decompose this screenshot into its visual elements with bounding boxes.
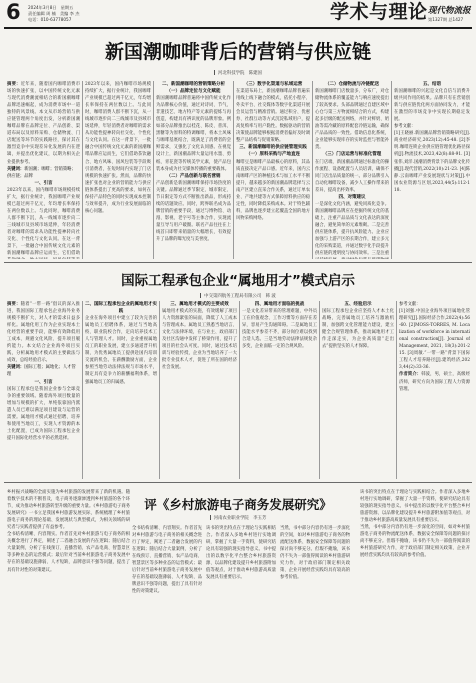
- article3-body-text: 该书的突出特点在于理论与实践相结合。作者深入多地乡村进行实地调研，掌握了大量一手资料，使研究结论具有较强的现实指导意义。书中提出的以数字化平台整合乡村旅游资源、以品牌化建设提升乡村旅游附加值等观点，对于推动乡村旅游高质量发展具有重要启示。: [206, 526, 276, 581]
- byline-bar: [200, 293, 201, 298]
- article3-col-2: [132, 525, 202, 679]
- article2-intro-heading: 一、引言: [34, 379, 53, 385]
- article1-col-6: [394, 81, 470, 259]
- article2-intro: 国际工程承包是我国企业参与全球竞争的重要领域。随着海外项目数量的增加与规模的扩大，单纯依靠国内派遣人员已难以满足项目建设与运营的需要。属地用才模式通过招聘、培养和使用当地员工，实现人才资源的本土化配置，已成为国际工程承包企业提升国际化经营水平的必然选择。: [7, 386, 80, 441]
- article1-intro: 2023年以来，国内咖啡市场规模持续扩大，据行业统计，我国咖啡产业规模已超过两千亿元，年均增长率保持在两位数以上。与此同时，咖啡消费人群不断下沉，从一线城市逐步向二三线城市及县域市场延伸，年轻消费者对咖啡的需求从功能性提神转向社交化、个性化与文化认同。在这一背景下，一批融合中国传统文化元素的新国潮咖啡品牌应运而生，它们借助: [7, 187, 80, 257]
- article3-col-5: [360, 489, 470, 679]
- article1-col-5: [315, 81, 389, 259]
- newspaper-logo: 现代物流报: [428, 6, 471, 16]
- article2-col-4: [242, 301, 317, 479]
- article3-body-text: 当然，书中部分内容仍有进一步深化的空间，如对乡村旅游电子商务的物流配送体系、数据安全保障等问题的探讨尚不够充分。但瑕不掩瑜，该书仍不失为一部值得阅读的乡村旅游研究力作，对于政府部门制定相关政策、企业开展经营实践均具有较高的参考价值。: [280, 526, 350, 581]
- article3-body-text: 全书结构清晰、内容翔实。作者首先对乡村旅游与电子商务的相关概念进行了界定，阐述了二者融合发展的内在逻辑；随后结合大量案例，分析了在线预订、直播营销、农产品电商、智慧景区等多种业态的运营模式；最后针对当前乡村旅游电子商务发展中存在的基础设施薄弱、人才短缺、品牌意识不强等问题，提出了具有针对性的对策建议。: [132, 526, 202, 595]
- article2-col-2: [85, 301, 157, 479]
- masthead-meta: [28, 5, 79, 23]
- article1-col-2: [85, 81, 151, 259]
- article1-body-text: 在渠道布局上，新国潮咖啡品牌普遍采用线上线下融合的模式，依托小程序、外卖平台、社交媒体等数字化渠道开展会员运营与精准营销。通过积分、优惠券、社群互动等方式沉淀私域用户，提高复购率与用户黏性。数据驱动的营销决策使品牌能够根据消费者偏好及时调整产品结构与促销策略。: [236, 89, 310, 144]
- article3-col-1: [7, 489, 130, 679]
- column-divider: [82, 81, 83, 259]
- article-separator: [4, 262, 472, 263]
- article1-col-4: [236, 81, 310, 259]
- article1-section3-heading: 三、新国潮咖啡的供应链管理实践: [239, 145, 307, 151]
- article2-headline: 国际工程承包企业“属地用才”模式启示: [121, 273, 355, 289]
- article3-col-3: [206, 525, 276, 679]
- article2-section2-heading: 二、国际工程承包企业的属地用才实践: [85, 302, 157, 315]
- article2-col-1: [7, 301, 80, 479]
- article2-section5-heading: 五、经验启示: [344, 302, 372, 307]
- article1-subheading: （二）产品创新与联名营销: [166, 173, 221, 179]
- article1-references-label: 参考文献：: [394, 124, 416, 130]
- article1-subheading: （一）原料采购与产地直连: [246, 152, 300, 158]
- article1-body-text: 一是深化文化内涵，避免同质化竞争。新国潮咖啡品牌应在挖掘传统文化的基础上，注重产品品质与文化表达的深度融合，避免简单的元素堆砌。二是完善供应链体系，提升抗风险能力。企业应加强与上游产区的长期合作，建立多元化的采购渠道，并通过数字化手段提升供应链的透明度与协同效率。三是注重: [315, 201, 389, 257]
- masthead-rule: [4, 27, 472, 29]
- article1-intro-heading: 一、引言: [34, 180, 53, 186]
- article1-col-1: [7, 81, 80, 259]
- article3-headline: 评《乡村旅游电子商务发展研究》: [144, 497, 332, 512]
- article2-byline: [0, 293, 476, 299]
- article1-section4-heading: 四、对策建议: [338, 194, 366, 200]
- article2-col-5: [322, 301, 394, 479]
- column-divider: [239, 301, 240, 479]
- issue-date: 2024年3月8日 星期五: [28, 5, 74, 10]
- article1-body-text: 2023年以来，国内咖啡市场规模持续扩大，据行业统计，我国咖啡产业规模已超过两千亿元，年均增长率保持在两位数以上。与此同时，咖啡消费人群不断下沉，从一线城市逐步向二三线城市及县域市场延伸，年轻消费者对咖啡的需求从功能性提神转向社交化、个性化与文化认同。在这一背景下，一批融合中国传统文化元素的新国潮咖啡品牌应运而生，它们借助茶饮融合、地方风味、国风包装等手段吸引消费者，在短时间内实现了门店规模的快速扩张。然而，品牌的快速扩张也对企业的营销能力与供应链体系提出了更高的要求，如何在保持产品特色的同时实现成本控制与效率提升，成为行业发展面临的核心问题。: [85, 82, 151, 214]
- article2-col-6: [399, 301, 470, 479]
- article1-body-text: 新国潮咖啡品牌普遍将中国传统文化作为品牌核心价值，通过对诗词、节气、非遗技艺、地方特产等元素的提炼与再创造，构建具有辨识度的品牌形象。例如部分品牌推出以桂花、陈皮、普洱、黑糖等为原料的特调咖啡，将本土风味与咖啡基底结合，既满足了消费者的尝鲜需求，又强化了文化认同感。在视觉设计上，新国潮品牌大量运用水墨、剪纸、青花瓷等传统美学元素，使产品包装本身成为社交媒体传播的重要载体。: [156, 96, 231, 172]
- article2-references: [1]刘强.中国企业海外项目属地化管理研究[J].国际经济合作,2022(4):56-60. [2]MOSS-TORRES, M. Localization of workforce in international construction[J]. Journal of Management, 2021, 18(3):201-215. [3]周敏.“一带一路”背景下国际工程人才培养路径[J].建筑经济,2023,44(2):33-36.: [399, 309, 470, 371]
- article1-author: 河北科技学院 陈建国: [218, 71, 262, 76]
- article1-references: [1]王晓丽.新国潮品牌营销策略研究[J].商业经济研究,2023(12):45-48. [2]李明.咖啡连锁企业供应链管理优化路径探析[J].物流技术,2023,42(8):88-91. [3]张伟,刘洋.国潮消费背景下的品牌文化传播[J].现代营销,2022(10):21-23. [4]陈静.云南咖啡产业发展现状与对策[J].中国农业资源与区划,2023,44(5):112-118.: [394, 131, 470, 193]
- article1-abstract: 摘要：近年来，随着国内咖啡消费市场的快速扩张，以中国传统文化元素与现代消费潮流相结合的新国潮咖啡品牌迅速崛起，成为消费市场中一道独特的风景线。本文从市场营销与供应链管理两个角度出发，分析新国潮咖啡品牌在品牌定位、产品创新、渠道布局以及原料采购、仓储物流、门店配送等环节的实践路径，探讨其在激烈竞争中实现差异化发展的内在逻辑，并提出优化建议，以期为相关企业提供参考。: [7, 82, 80, 165]
- article2-references-label: 参考文献：: [399, 302, 421, 307]
- column-divider: [82, 301, 83, 479]
- article3-author: 河南农业职业学院 李玉芳: [213, 516, 267, 521]
- article1-subheading: （一）品牌定位与文化赋能: [166, 89, 221, 95]
- article1-conclusion: 新国潮咖啡的兴起是文化自信与消费升级共同作用的结果。品牌只有在营销创新与供应链优化两方面协同发力，才能在激烈的市场竞争中实现长期稳定发展。: [394, 89, 470, 123]
- article3-body-text: 乡村振兴战略的全面实施为乡村旅游的发展带来了新的机遇。随着数字技术的不断普及，电子商务逐渐渗透到乡村旅游的各个环节，成为推动乡村旅游转型升级的重要力量。《乡村旅游电子商务发展研究》一书立足我国乡村旅游发展实际，系统梳理了乡村旅游电子商务的理论基础、发展现状与典型模式，为相关领域的研究者与实践者提供了有益参考。: [7, 490, 130, 531]
- article2-keywords: 关键词：国际工程；属地化；人才管理: [7, 365, 76, 378]
- byline-bar: [210, 515, 211, 520]
- article2-body-text: 属地用才模式的实施，有效缓解了项目人力资源紧张的局面，降低了人工成本与管理成本。属地员工熟悉当地语言、文化与法律环境，在与业主、政府部门及社区沟通中发挥了桥梁作用，提升了项目的社会认可度。同时，通过技术培训与经验传授，企业为当地培养了一大批专业技术人才，促进了所在国的经济社会发展。: [162, 309, 237, 371]
- article2-author-bio: 作者简介：韩波，男，硕士，高级经济师，研究方向为国际工程人力资源管理。: [399, 372, 470, 392]
- article1-section2-heading: 二、新国潮咖啡的营销策略分析: [162, 82, 225, 87]
- article1-byline: [0, 70, 476, 76]
- column-divider: [153, 81, 154, 259]
- article2-col-3: [162, 301, 237, 479]
- article3-col-4: [280, 525, 350, 679]
- column-divider: [312, 81, 313, 259]
- article2-section3-heading: 三、属地用才模式的主要成效: [170, 302, 229, 307]
- article1-subheading: （三）数字化渠道与私域运营: [243, 82, 303, 87]
- column-divider: [319, 301, 320, 479]
- article3-body-text: 当然，书中部分内容仍有进一步深化的空间，如对乡村旅游电子商务的物流配送体系、数据安全保障等问题的探讨尚不够充分。但瑕不掩瑜，该书仍不失为一部值得阅读的乡村旅游研究力作，对于政府部门制定相关政策、企业开展经营实践均具有较高的参考价值。: [360, 525, 470, 559]
- article2-body-text: 一是文化差异带来的管理难题，中外员工在价值观念、工作习惯等方面存在差异，容易产生沟通障碍。二是属地员工技能水平参差不齐，部分岗位难以找到合适人选。三是当地劳动法律法规复杂多变，企业面临一定的合规风险。: [242, 309, 317, 350]
- contact-phone: 电话：010-63778057: [28, 17, 72, 22]
- article2-abstract: 摘要：随着“一带一路”倡议的深入推进，我国国际工程承包企业海外业务规模不断扩大，对人才的需求日益多样化。属地化用工作为企业实现本土化经营的重要手段，能够有效降低用工成本、规避文化风险、提升项目履约能力。本文结合企业海外项目实践，分析属地用才模式的主要做法与成效，总结经验启示。: [7, 302, 80, 364]
- column-divider: [233, 81, 234, 259]
- issue-number: 第1327期 总1427: [428, 17, 464, 22]
- article1-subheading: （二）仓储物流与冷链配送: [325, 82, 379, 87]
- article2-author: 中交第四航务工程局有限公司 韩 波: [204, 294, 276, 299]
- article1-body-text: 咖啡豆是咖啡产品最核心的原料，其品质直接决定产品口感。近年来，国内云南咖啡产区的种植技术与加工水平不断提升，越来越多的新国潮品牌选择与云南产区建立直采合作关系，通过订单农业、产地共建等方式保障原料供应的稳定性，同时降低采购成本。对于特色辅料，品牌也逐步建立起覆盖全国的地方风物采购网络。: [236, 159, 310, 221]
- article1-body-text: 新国潮咖啡门店数量多、分布广，对仓储物流体系的覆盖能力与响应速度提出了较高要求。头部品牌通过自建区域中心仓与第三方物流相结合的方式，构建起多层级的配送网络，并针对鲜奶、奶油等需冷藏的原料配套冷链运输，确保产品品质的一致性。借助信息化系统，企业能够实现库存的实时监控与智能补货。: [315, 89, 389, 151]
- byline-bar: [214, 70, 215, 75]
- section-title: 学术与理论: [330, 1, 428, 23]
- article1-subheading: （三）门店运营与标准化管理: [322, 152, 382, 158]
- article-separator: [4, 482, 472, 483]
- article2-section4-heading: 四、属地用才面临的挑战: [254, 302, 305, 307]
- page-number: 6: [6, 0, 21, 24]
- column-divider: [391, 81, 392, 259]
- article1-conclusion-heading: 五、结语: [423, 82, 441, 87]
- article1-col-3: [156, 81, 231, 259]
- article1-headline: 新国潮咖啡背后的营销与供应链: [104, 41, 371, 63]
- article3-body-text: 全书结构清晰、内容翔实。作者首先对乡村旅游与电子商务的相关概念进行了界定，阐述了二者融合发展的内在逻辑；随后结合大量案例，分析了在线预订、直播营销、农产品电商、智慧景区等多种业态的运营模式；最后针对当前乡村旅游电子商务发展中存在的基础设施薄弱、人才短缺、品牌意识不强等问题，提出了具有针对性的对策建议。: [7, 532, 130, 573]
- article1-keywords: 关键词：新国潮；咖啡；营销策略；供应链；品牌: [7, 166, 76, 179]
- article1-body-text: 在门店端，新国潮品牌通过标准化的操作流程、设备配置与人员培训，确保不同门店出品质量的统一。部分品牌引入自动化咖啡设备，减少人工操作带来的差异，提高出杯效率。: [315, 159, 389, 193]
- editor-credits: 责任编辑 周 楠 美编 李 杰: [28, 11, 80, 16]
- article2-body-text: 企业在海外项目中建立了较为完善的属地员工招聘体系，通过与当地高校、职业院校合作，定向培养技术工人与管理人才。同时，企业重视属地员工的职业发展，建立多通道晋升机制，为优秀属地员工提供赴国内培训交流的机会。在薪酬激励方面，企业参照当地劳动法律法规与市场水平，制定具有竞争力的薪酬福利体系，增强属地员工的归属感。: [85, 316, 157, 385]
- article2-body-text: 国际工程承包企业应坚持人才本土化战略，完善属地员工培养与激励机制，加强跨文化管理能力建设，建立健全合规管理体系，推动属地用才工作走深走实，为企业高质量“走出去”提供坚实的人才保障。: [322, 309, 394, 350]
- column-divider: [396, 301, 397, 479]
- article3-byline: [118, 515, 358, 521]
- column-divider: [159, 301, 160, 479]
- article3-body-text: 该书的突出特点在于理论与实践相结合。作者深入多地乡村进行实地调研，掌握了大量一手资料，使研究结论具有较强的现实指导意义。书中提出的以数字化平台整合乡村旅游资源、以品牌化建设提升乡村旅游附加值等观点，对于推动乡村旅游高质量发展具有重要启示。: [360, 490, 470, 524]
- article1-body-text: 产品创新是新国潮咖啡保持市场热度的关键。品牌通过季节限定、城市限定、节日限定等方式不断推出新品，形成持续的话题效应。同时，跨界联名成为品牌营销的重要手段，通过与博物馆、动漫、影视、老字号等主体合作，实现流量互导与用户破圈。联名产品往往在上线首日即带来销量的大幅增长，有效提升了品牌的曝光度与美誉度。: [156, 180, 231, 243]
- masthead: [0, 0, 476, 30]
